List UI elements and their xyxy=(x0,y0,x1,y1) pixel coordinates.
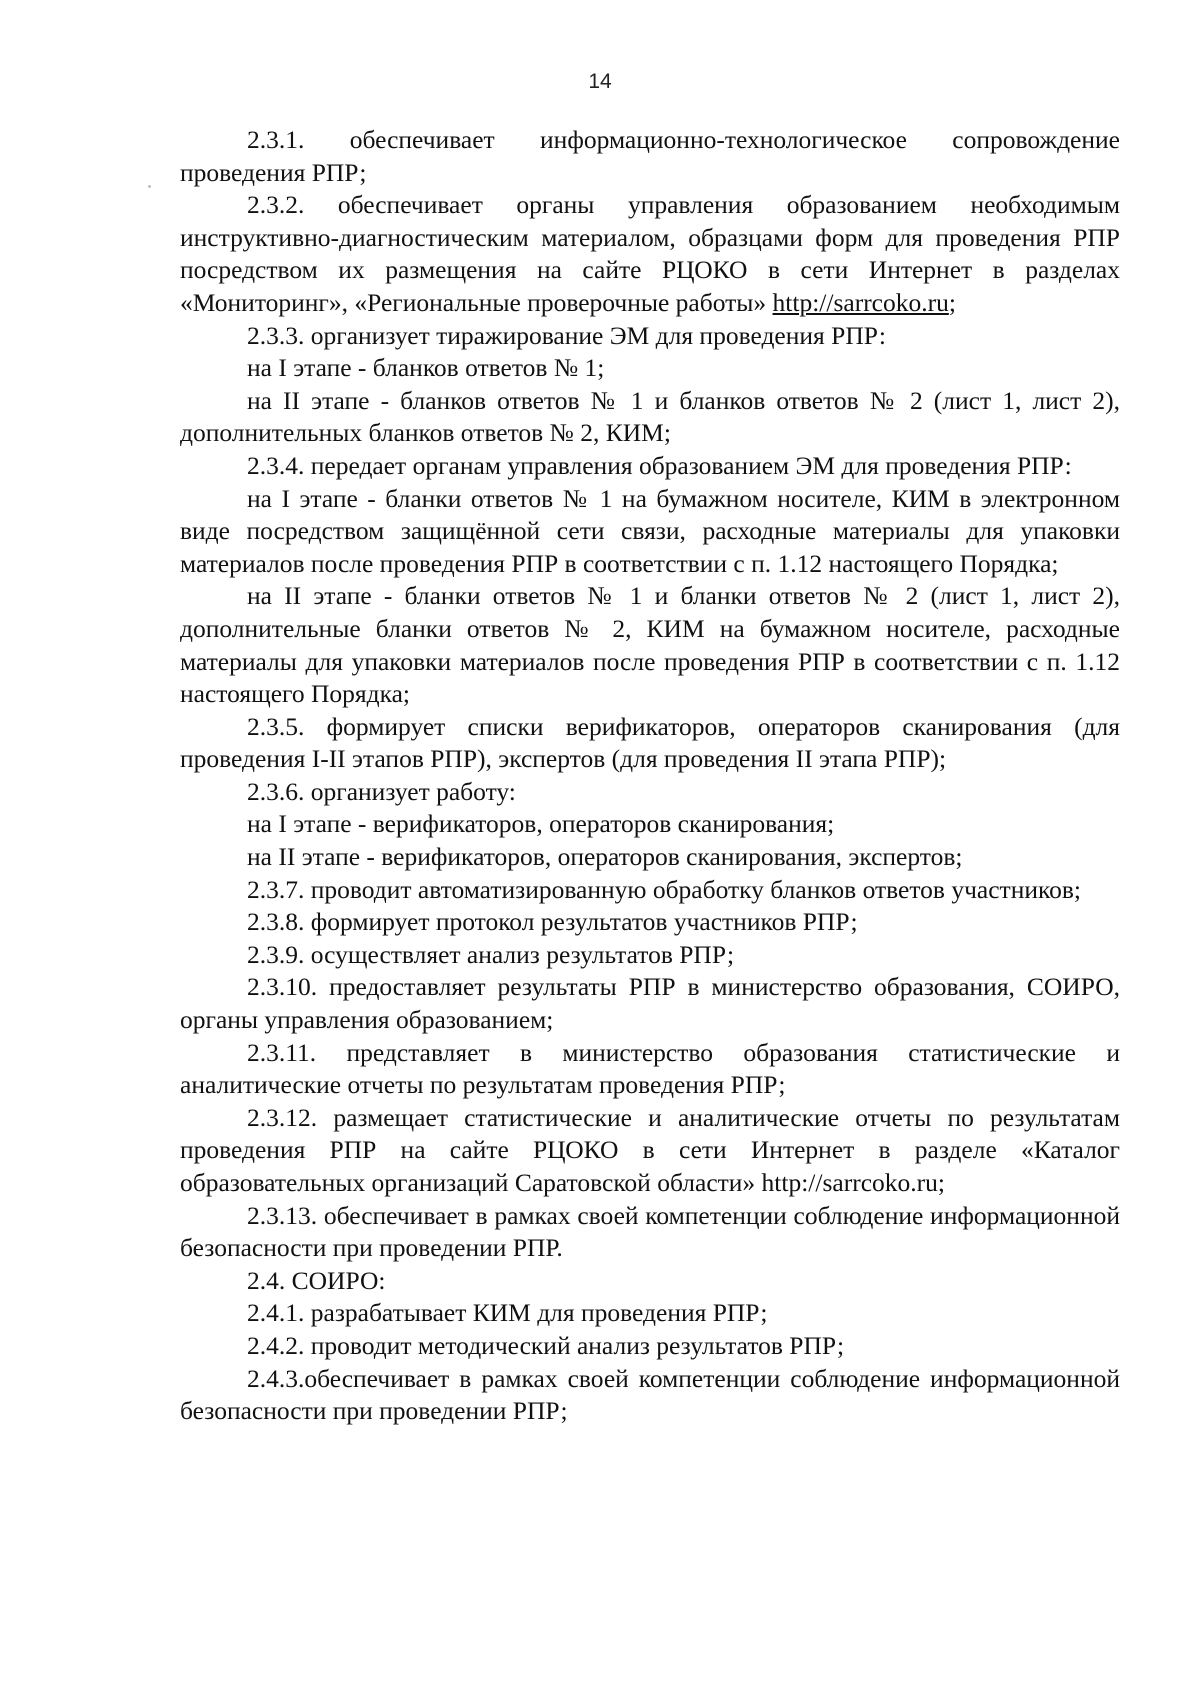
paragraph-2-4-1: 2.4.1. разрабатывает КИМ для проведения РПР; xyxy=(247,1298,768,1328)
paragraph-2-3-4: 2.3.4. передает органам управления образованием ЭМ для проведения РПР: xyxy=(247,450,1072,480)
paragraph-stage-1-forms: на I этапе - бланков ответов № 1; xyxy=(247,353,605,383)
scan-speck xyxy=(148,185,151,188)
page-number: 14 xyxy=(588,70,612,93)
paragraph-2-3-13: 2.3.13. обеспечивает в рамках своей компетенции соблюдение информационной безопасности при проведении РПР. xyxy=(180,1200,1120,1263)
paragraph-2-3-2-text: 2.3.2. обеспечивает органы управления образованием необходимым инструктивно-диагностическим материалом, образцами форм для проведения РПР посредством их размещения на сайте РЦОКО в сети Интернет в разделах «Мониторинг», «Региональные проверочные работы» xyxy=(180,190,1120,317)
paragraph-2-3-7: 2.3.7. проводит автоматизированную обработку бланков ответов участников; xyxy=(247,874,1081,904)
body-text xyxy=(180,124,1120,1428)
paragraph-2-3-9: 2.3.9. осуществляет анализ результатов РПР; xyxy=(247,939,735,969)
paragraph-stage-2-forms: на II этапе - бланков ответов № 1 и бланков ответов № 2 (лист 1, лист 2), дополнительных бланков ответов № 2, КИМ; xyxy=(180,385,1120,448)
paragraph-2-3-10: 2.3.10. предоставляет результаты РПР в министерство образования, СОИРО, органы управления образованием; xyxy=(180,972,1120,1035)
paragraph-2-3-2 xyxy=(180,189,1120,319)
paragraph-2-3-11: 2.3.11. представляет в министерство образования статистические и аналитические отчеты по результатам проведения РПР; xyxy=(180,1037,1120,1100)
paragraph-2-4: 2.4. СОИРО: xyxy=(247,1265,386,1295)
paragraph-stage-2-work: на II этапе - верификаторов, операторов сканирования, экспертов; xyxy=(247,842,963,872)
paragraph-2-3-3: 2.3.3. организует тиражирование ЭМ для проведения РПР: xyxy=(247,320,886,350)
paragraph-2-3-12: 2.3.12. размещает статистические и аналитические отчеты по результатам проведения РПР на сайте РЦОКО в сети Интернет в разделе «Каталог образовательных организаций Саратовской области» http://sarrcoko.ru; xyxy=(180,1102,1120,1197)
paragraph-2-3-8: 2.3.8. формирует протокол результатов участников РПР; xyxy=(247,907,858,937)
paragraph-2-3-1: 2.3.1. обеспечивает информационно-технологическое сопровождение проведения РПР; xyxy=(180,125,1120,187)
paragraph-stage-1-work: на I этапе - верификаторов, операторов сканирования; xyxy=(247,809,835,839)
paragraph-2-3-2-suffix: ; xyxy=(948,287,956,317)
paragraph-2-3-6: 2.3.6. организует работу: xyxy=(247,776,516,806)
paragraph-2-4-3: 2.4.3.обеспечивает в рамках своей компетенции соблюдение информационной безопасности при проведении РПР; xyxy=(180,1363,1120,1426)
paragraph-stage-1-transfer: на I этапе - бланки ответов № 1 на бумажном носителе, КИМ в электронном виде посредством защищённой сети связи, расходные материалы для упаковки материалов после проведения РПР в соответствии с п. 1.12 настоящего Порядка; xyxy=(180,483,1120,578)
paragraph-2-3-5: 2.3.5. формирует списки верификаторов, операторов сканирования (для проведения I-II этапов РПР), экспертов (для проведения II этапа РПР); xyxy=(180,711,1120,774)
paragraph-stage-2-transfer: на II этапе - бланки ответов № 1 и бланки ответов № 2 (лист 1, лист 2), дополнительные бланки ответов № 2, КИМ на бумажном носителе, расходные материалы для упаковки материалов после проведения РПР в соответствии с п. 1.12 настоящего Порядка; xyxy=(180,581,1120,709)
paragraph-2-4-2: 2.4.2. проводит методический анализ результатов РПР; xyxy=(247,1330,845,1360)
sarrcoko-link[interactable]: http://sarrcoko.ru xyxy=(772,287,949,317)
